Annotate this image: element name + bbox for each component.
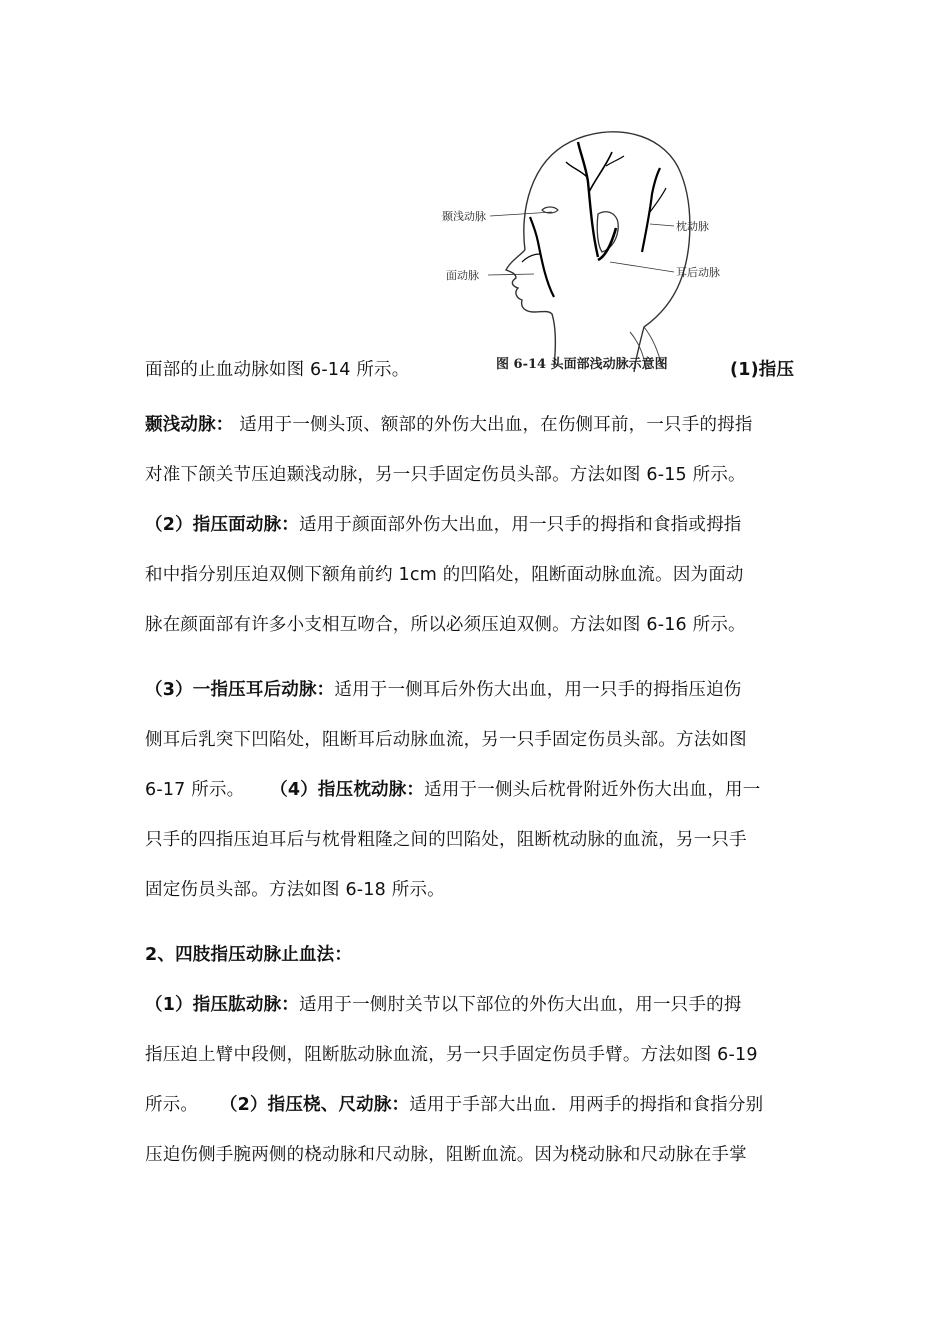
text-line-16: 压迫伤侧手腕两侧的桡动脉和尺动脉，阻断血流。因为桡动脉和尺动脉在手掌 [145,1145,747,1165]
heading-segment: (1)指压 [730,360,795,380]
text-line-2 [145,413,753,437]
section-heading: 2、四肢指压动脉止血法： [145,945,353,965]
heading-segment: 颞浅动脉： [145,415,234,435]
text-line-7 [145,678,742,702]
head-artery-diagram [430,122,730,377]
text-segment: 适用于一侧头后枕骨附近外伤大出血，用一 [424,780,761,800]
heading-segment: （3）一指压耳后动脉： [145,680,335,700]
heading-segment: （2）指压桡、尺动脉： [219,1095,410,1115]
text-line-14: 指压迫上臂中段侧，阻断肱动脉血流，另一只手固定伤员手臂。方法如图 6-19 [145,1045,758,1065]
text-line-9 [145,778,760,802]
heading-segment: （4）指压枕动脉： [270,780,425,800]
heading-segment: （2）指压面动脉： [145,515,299,535]
text-line-6: 脉在颜面部有许多小支相互吻合，所以必须压迫双侧。方法如图 6-16 所示。 [145,615,746,635]
text-line-13 [145,993,741,1017]
text-line-5: 和中指分别压迫双侧下额角前约 1cm 的凹陷处，阻断面动脉血流。因为面动 [145,565,744,585]
text-line-4 [145,513,741,537]
text-segment: 面部的止血动脉如图 6-14 所示。 [145,360,410,380]
text-line-10: 只手的四指压迫耳后与枕骨粗隆之间的凹陷处，阻断枕动脉的血流，另一只手 [145,830,747,850]
label-occipital-artery: 枕动脉 [676,220,709,233]
text-line-11: 固定伤员头部。方法如图 6-18 所示。 [145,880,445,900]
figure-caption: 图 6-14 头面部浅动脉示意图 [496,357,668,372]
text-line-3: 对准下颌关节压迫颞浅动脉，另一只手固定伤员头部。方法如图 6-15 所示。 [145,465,746,485]
text-segment: 适用于手部大出血．用两手的拇指和食指分别 [409,1095,764,1115]
text-segment: 6-17 所示。 [145,780,245,800]
label-temporal-artery: 颞浅动脉 [442,210,486,223]
text-segment: 适用于一侧头顶、额部的外伤大出血，在伤侧耳前，一只手的拇指 [233,415,753,435]
heading-segment: （1）指压肱动脉： [145,995,299,1015]
text-segment: 适用于颜面部外伤大出血，用一只手的拇指和食指或拇指 [298,515,742,535]
text-segment: 所示。 [145,1095,199,1115]
head-artery-figure [430,122,730,377]
label-posterior-auricular-artery: 耳后动脉 [676,266,720,279]
text-segment: 适用于一侧耳后外伤大出血，用一只手的拇指压迫伤 [334,680,742,700]
label-facial-artery: 面动脉 [446,269,479,282]
text-segment: 适用于一侧肘关节以下部位的外伤大出血，用一只手的拇 [298,995,742,1015]
text-line-15 [145,1093,763,1117]
text-line-8: 侧耳后乳突下凹陷处，阻断耳后动脉血流，另一只手固定伤员头部。方法如图 [145,730,747,750]
text-line-1 [145,358,805,382]
